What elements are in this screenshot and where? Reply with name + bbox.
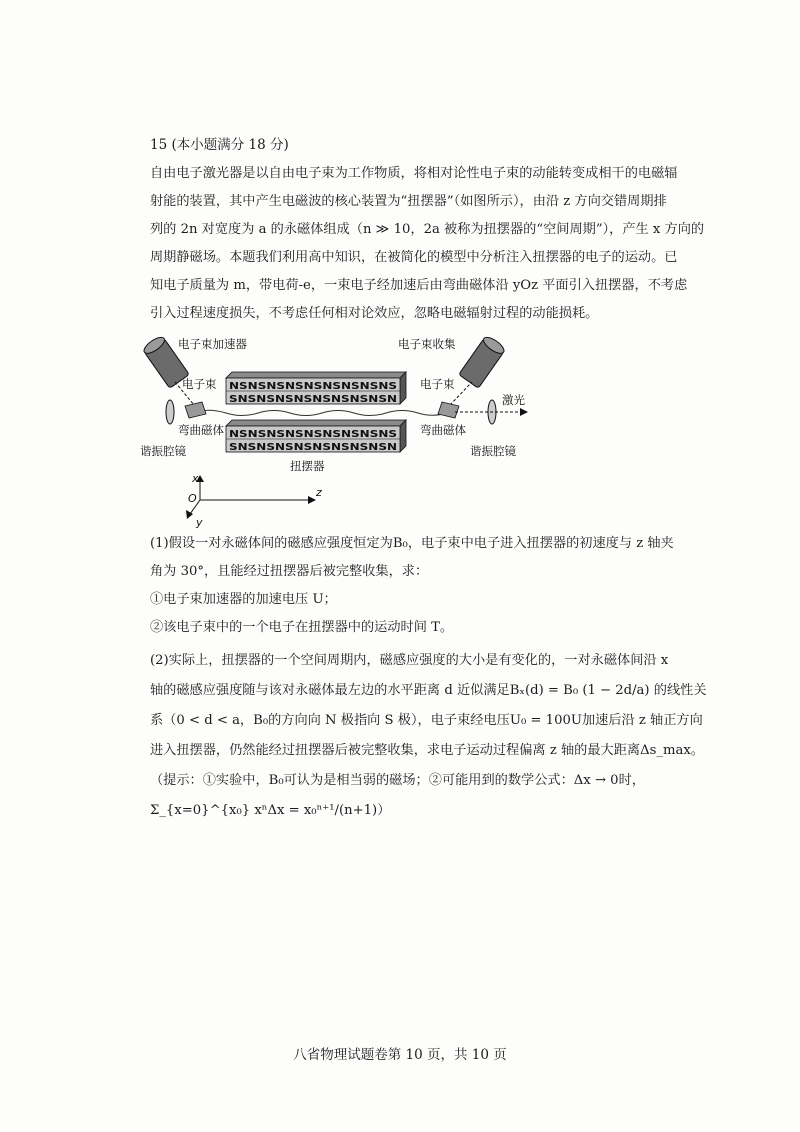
part2-line: 进入扭摆器，仍然能经过扭摆器后被完整收集，求电子运动过程偏离 z 轴的最大距离Δs_max。 — [150, 743, 704, 758]
coordinate-axes — [186, 475, 316, 519]
accelerator-label: 电子束加速器 — [178, 337, 247, 351]
laser-arrow — [520, 408, 528, 416]
intro-line: 引入过程速度损失，不考虑任何相对论效应，忽略电磁辐射过程的动能损耗。 — [150, 306, 599, 321]
axis-origin-label: O — [188, 492, 197, 505]
mirror-left-label: 谐振腔镜 — [140, 444, 186, 458]
magnet-bottom-upper-text: NSNSNSNSNSNSNSNSNS — [229, 429, 398, 440]
question-heading: 15 (本小题满分 18 分) — [150, 137, 289, 153]
axis-x-label: x — [192, 472, 199, 485]
magnet-bottom-lower-text: SNSNSNSNSNSNSNSNSN — [229, 442, 398, 453]
bend-right-label: 弯曲磁体 — [420, 423, 466, 437]
undulator-diagram — [130, 330, 570, 530]
intro-line: 射能的装置，其中产生电磁波的核心装置为“扭摆器”（如图所示），由沿 z 方向交错周期排 — [150, 194, 667, 209]
part1-line: 角为 30°，且能经过扭摆器后被完整收集，求： — [150, 564, 429, 579]
intro-line: 列的 2n 对宽度为 a 的永磁体组成（n ≫ 10，2a 被称为扭摆器的“空间周期”），产生 x 方向的 — [150, 222, 705, 237]
axis-z-label: z — [316, 486, 322, 499]
intro-paragraph — [150, 160, 705, 328]
part1-item: ①电子束加速器的加速电压 U； — [150, 592, 337, 607]
hint-line: Σ_{x=0}^{x₀} xⁿΔx = x₀ⁿ⁺¹/(n+1)） — [150, 803, 391, 818]
magnet-top-lower-text: SNSNSNSNSNSNSNSNSN — [229, 394, 398, 405]
intro-line: 知电子质量为 m，带电荷-e，一束电子经加速后由弯曲磁体沿 yOz 平面引入扭摆器，不考虑 — [150, 278, 688, 293]
intro-line: 自由电子激光器是以自由电子束为工作物质，将相对论性电子束的动能转变成相干的电磁辐 — [150, 166, 678, 181]
intro-line: 周期静磁场。本题我们利用高中知识，在被简化的模型中分析注入扭摆器的电子的运动。已 — [150, 250, 678, 265]
collector-label: 电子束收集 — [398, 337, 456, 351]
page-footer: 八省物理试题卷第 10 页，共 10 页 — [293, 1047, 507, 1063]
part2-line: 轴的磁感应强度随与该对永磁体最左边的水平距离 d 近似满足Bₓ(d) = B₀ (1 − 2d/a) 的线性关 — [150, 683, 707, 698]
mirror-left — [166, 400, 174, 424]
laser-label: 激光 — [502, 393, 525, 407]
part2-block — [150, 646, 707, 826]
part2-line: (2)实际上，扭摆器的一个空间周期内，磁感应强度的大小是有变化的，一对永磁体间沿 x — [150, 653, 669, 668]
axis-y-label: y — [196, 516, 203, 529]
part1-block — [150, 530, 674, 642]
hint-line: （提示：①实验中，B₀可认为是相当弱的磁场；②可能用到的数学公式：Δx → 0时， — [150, 773, 645, 788]
beam-left-label: 电子束 — [182, 377, 217, 391]
undulator-label: 扭摆器 — [290, 459, 325, 473]
mirror-right-label: 谐振腔镜 — [470, 444, 516, 458]
electron-path — [194, 410, 450, 415]
collector-icon — [459, 334, 507, 388]
beam-right-label: 电子束 — [420, 377, 455, 391]
part1-item: ②该电子束中的一个电子在扭摆器中的运动时间 T。 — [150, 620, 454, 635]
part1-line: (1)假设一对永磁体间的磁感应强度恒定为B₀，电子束中电子进入扭摆器的初速度与 z 轴夹 — [150, 536, 674, 551]
bend-left-label: 弯曲磁体 — [178, 423, 224, 437]
magnet-top-upper-text: NSNSNSNSNSNSNSNSNS — [229, 381, 398, 392]
bend-magnet-left — [185, 402, 206, 418]
part2-line: 系（0 < d < a，B₀的方向向 N 极指向 S 极），电子束经电压U₀ = 100U加速后沿 z 轴正方向 — [150, 713, 703, 728]
bend-magnet-right — [438, 402, 459, 418]
